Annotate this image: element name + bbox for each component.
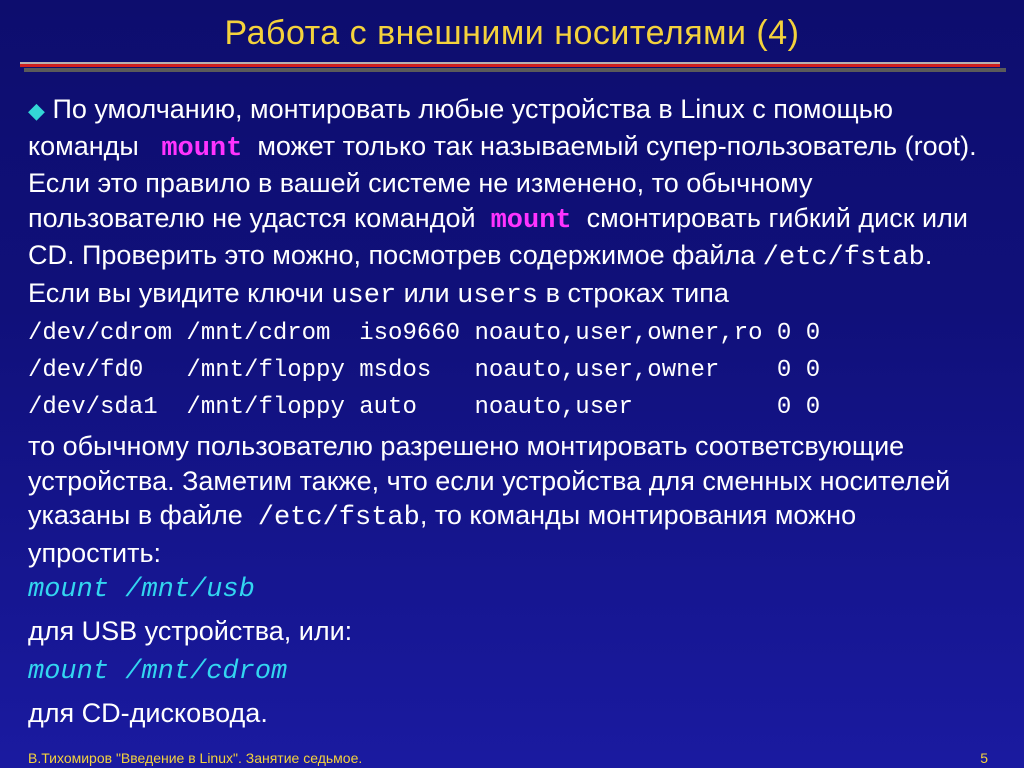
- fstab-line: /dev/sda1 /mnt/floppy auto noauto,user 0 0: [28, 394, 821, 421]
- intro-text-2: может только так называемый супер-пользователь (root). Если это правило в вашей системе не изменено, то обычному пользователю не удастся командой: [28, 130, 977, 233]
- cdrom-description: для CD-дисковода.: [28, 698, 268, 728]
- user-key: user: [331, 280, 397, 311]
- mount-cdrom-command: mount /mnt/cdrom: [28, 657, 288, 687]
- diamond-bullet-icon: ◆: [28, 98, 45, 123]
- mount-keyword-2: mount: [490, 205, 572, 236]
- fstab-path-2: /etc/fstab: [257, 503, 420, 533]
- page-number: 5: [980, 750, 988, 766]
- slide-title: Работа с внешними носителями (4): [224, 14, 800, 52]
- intro-text-1: По умолчанию, монтировать любые устройства в Linux с помощью команды: [28, 94, 894, 161]
- slide-footer: В.Тихомиров "Введение в Linux". Занятие седьмое.: [28, 750, 363, 766]
- middle-text-1: то обычному пользователю разрешено монтировать соответсвующие устройства. Заметим также, что если устройства для сменных носителей указаны в файле: [28, 431, 951, 530]
- intro-text-3: смонтировать гибкий диск или CD. Проверить это можно, посмотрев содержимое файла: [28, 202, 968, 270]
- middle-text-2: , то команды монтирования можно упростить:: [28, 500, 857, 568]
- fstab-example: [28, 315, 988, 426]
- title-divider: [20, 62, 1006, 74]
- fstab-path-1: /etc/fstab: [762, 243, 925, 273]
- slide-content: [28, 92, 988, 734]
- intro-paragraph: [28, 92, 988, 313]
- usb-description: для USB устройства, или:: [28, 616, 353, 646]
- fstab-line: /dev/cdrom /mnt/cdrom iso9660 noauto,user,owner,ro 0 0: [28, 320, 821, 347]
- intro-text-5: или: [403, 277, 450, 308]
- mount-usb-command: mount /mnt/usb: [28, 575, 255, 605]
- fstab-line: /dev/fd0 /mnt/floppy msdos noauto,user,owner 0 0: [28, 357, 821, 384]
- users-key: users: [457, 280, 539, 311]
- intro-text-4: . Если вы увидите ключи: [28, 240, 933, 308]
- mount-keyword-1: mount: [161, 133, 243, 164]
- middle-paragraph: [28, 429, 988, 570]
- intro-text-6: в строках типа: [545, 277, 729, 308]
